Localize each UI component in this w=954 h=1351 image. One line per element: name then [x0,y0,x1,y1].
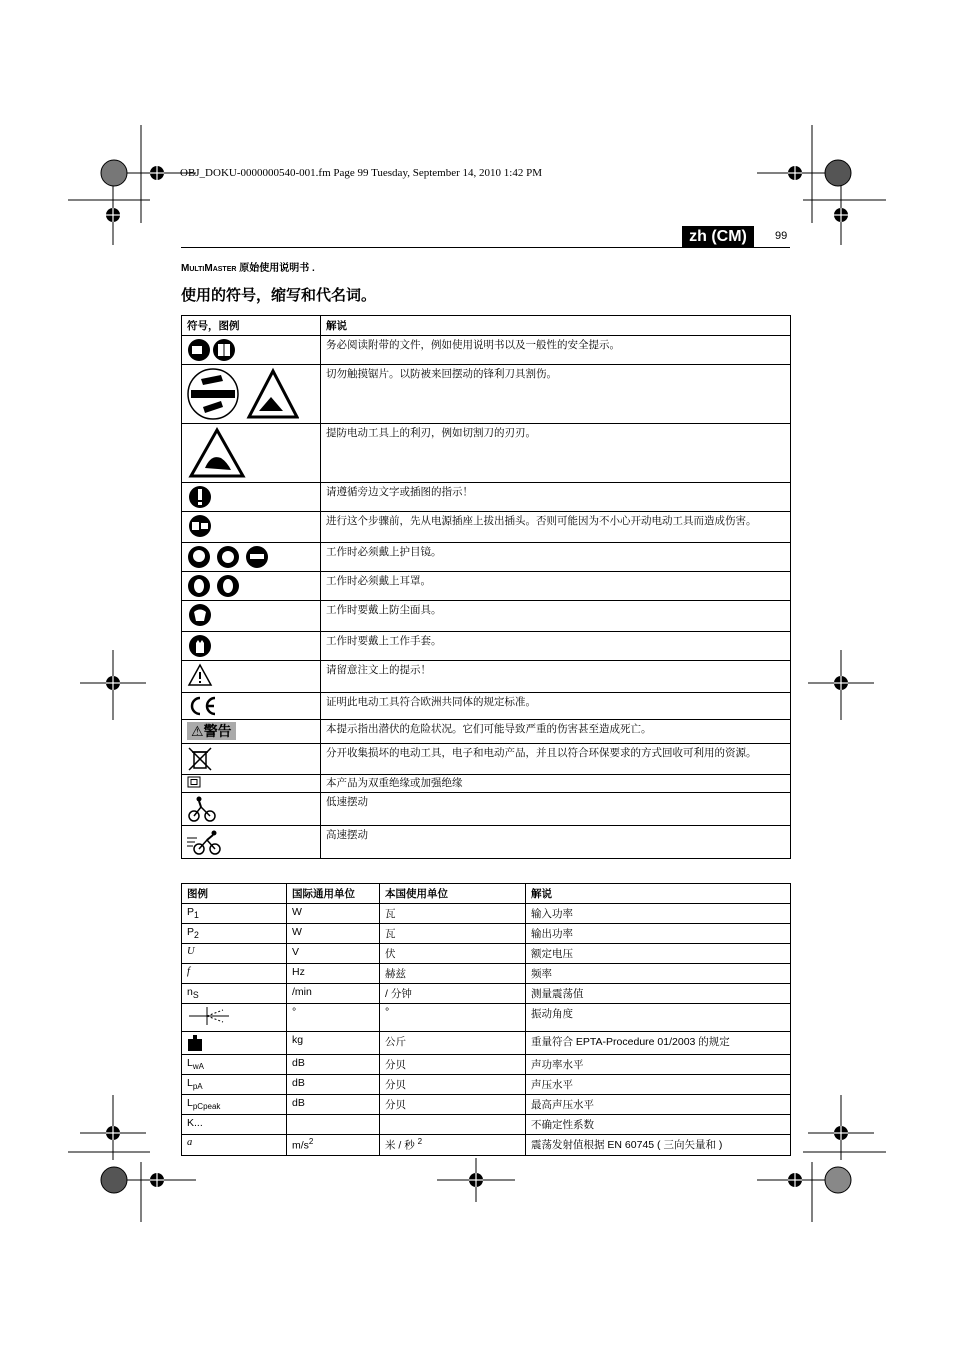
legend: K... [182,1115,287,1135]
table-row [182,744,791,775]
table-row [182,1055,791,1075]
explanation: 不确定性系数 [526,1115,791,1135]
warning-triangle-icon [187,663,213,687]
warning-label-icon: ⚠警告 [187,722,236,740]
table-row [182,336,791,365]
table-row [182,424,791,483]
language-tab: zh (CM) [682,226,754,247]
warning-label-text: 警告 [203,723,232,739]
table-row [182,1075,791,1095]
legend: $P_1$ [182,904,287,924]
units-table [181,883,791,1156]
legend: a [182,1135,287,1156]
description: 请遵循旁边文字或插图的指示！ [321,483,791,512]
manual-title [181,259,315,274]
section-title: 使用的符号，缩写和代名词。 [181,287,377,304]
legend: $L_{pA}$ [182,1075,287,1095]
table-row [182,826,791,859]
table-row [182,1135,791,1156]
si-unit: dB [287,1095,380,1115]
local-unit: 瓦 [380,904,526,924]
table-row [182,543,791,572]
table-row [182,601,791,632]
ce-mark-icon [187,695,217,717]
description: 切勿触摸锯片。以防被来回摆动的锋利刀具割伤。 [321,365,791,424]
explanation: 最高声压水平 [526,1095,791,1115]
local-unit: 分贝 [380,1095,526,1115]
description: 请留意注文上的提示！ [321,661,791,693]
si-unit: W [287,924,380,944]
local-unit: 公斤 [380,1032,526,1055]
unplug-icon [187,514,213,538]
table-row [182,483,791,512]
weight-icon [187,1034,203,1052]
table-header-row [182,884,791,904]
explanation: 重量符合 EPTA-Procedure 01/2003 的规定 [526,1032,791,1055]
header-rule [181,247,790,248]
explanation: 测量震荡值 [526,984,791,1004]
table-row [182,632,791,661]
legend: f [182,964,287,984]
si-unit: Hz [287,964,380,984]
table-row [182,775,791,793]
local-unit [380,1115,526,1135]
description: 分开收集损坏的电动工具，电子和电动产品，并且以符合环保要求的方式回收可利用的资源。 [321,744,791,775]
si-unit: dB [287,1075,380,1095]
description: 进行这个步骤前，先从电源插座上拔出插头。否则可能因为不小心开动电动工具而造成伤害。 [321,512,791,543]
brand-name: MultiMaster [181,263,237,274]
description: 低速摆动 [321,793,791,826]
attention-saw-blade-icon [187,367,299,421]
table-row [182,1115,791,1135]
description: 提防电动工具上的利刃，例如切割刀的刃刃。 [321,424,791,483]
col-header-description: 解说 [321,316,791,336]
local-unit: 分贝 [380,1075,526,1095]
si-unit: kg [287,1032,380,1055]
table-row [182,512,791,543]
table-row [182,904,791,924]
exclamation-icon [187,485,213,509]
col-header-explanation: 解说 [526,884,791,904]
table-row [182,924,791,944]
page-number: 99 [775,230,788,242]
col-header-legend: 图例 [182,884,287,904]
table-row [182,793,791,826]
explanation: 震荡发射值根据 EN 60745 ( 三向矢量和 ) [526,1135,791,1156]
local-unit: / 分钟 [380,984,526,1004]
col-header-si-unit: 国际通用单位 [287,884,380,904]
table-row [182,365,791,424]
local-unit: 瓦 [380,924,526,944]
legend: $L_{pCpeak}$ [182,1095,287,1115]
si-unit: V [287,944,380,964]
si-unit: W [287,904,380,924]
print-info-line: OBJ_DOKU-0000000540-001.fm Page 99 Tuesday, September 14, 2010 1:42 PM [180,167,542,179]
local-unit: 分贝 [380,1055,526,1075]
legend: U [182,944,287,964]
description: 工作时必须戴上护目镜。 [321,543,791,572]
local-unit: ° [380,1004,526,1032]
ear-protection-icon [187,574,243,598]
local-unit: 赫兹 [380,964,526,984]
table-header-row [182,316,791,336]
description: 本产品为双重绝缘或加强绝缘 [321,775,791,793]
si-unit: ° [287,1004,380,1032]
oscillation-angle-icon [187,1006,231,1026]
read-manual-icon [187,338,239,362]
col-header-symbol: 符号，图例 [182,316,321,336]
gloves-icon [187,634,213,658]
si-unit: dB [287,1055,380,1075]
col-header-local-unit: 本国使用单位 [380,884,526,904]
weee-bin-icon [187,746,213,772]
explanation: 输出功率 [526,924,791,944]
description: 务必阅读附带的文件，例如使用说明书以及一般性的安全提示。 [321,336,791,365]
slow-bike-icon [187,795,217,823]
table-row [182,984,791,1004]
table-row [182,964,791,984]
table-row [182,661,791,693]
fast-bike-icon [187,828,223,856]
description: 工作时要戴上工作手套。 [321,632,791,661]
sharp-edge-warning-icon [187,426,247,480]
table-row [182,1095,791,1115]
legend: $P_2$ [182,924,287,944]
table-row [182,572,791,601]
description: 本提示指出潜伏的危险状况。它们可能导致严重的伤害甚至造成死亡。 [321,720,791,744]
description: 工作时要戴上防尘面具。 [321,601,791,632]
si-unit: /min [287,984,380,1004]
explanation: 额定电压 [526,944,791,964]
si-unit: $m/s^2$ [287,1135,380,1156]
table-row [182,944,791,964]
double-insulation-icon [187,776,201,788]
explanation: 声压水平 [526,1075,791,1095]
local-unit: 伏 [380,944,526,964]
local-unit: 米 / 秒 $^2$ [380,1135,526,1156]
description: 工作时必须戴上耳罩。 [321,572,791,601]
description: 高速摆动 [321,826,791,859]
legend [182,1004,287,1032]
symbols-table [181,315,791,859]
legend: $n_S$ [182,984,287,1004]
explanation: 频率 [526,964,791,984]
explanation: 输入功率 [526,904,791,924]
dust-mask-icon [187,603,213,627]
explanation: 振动角度 [526,1004,791,1032]
eye-protection-icon [187,545,271,569]
legend [182,1032,287,1055]
explanation: 声功率水平 [526,1055,791,1075]
si-unit [287,1115,380,1135]
legend: $L_{wA}$ [182,1055,287,1075]
description: 证明此电动工具符合欧洲共同体的规定标准。 [321,693,791,720]
table-row [182,1032,791,1055]
table-row [182,693,791,720]
table-row [182,1004,791,1032]
table-row [182,720,791,744]
manual-title-suffix: 原始使用说明书 . [236,263,315,274]
